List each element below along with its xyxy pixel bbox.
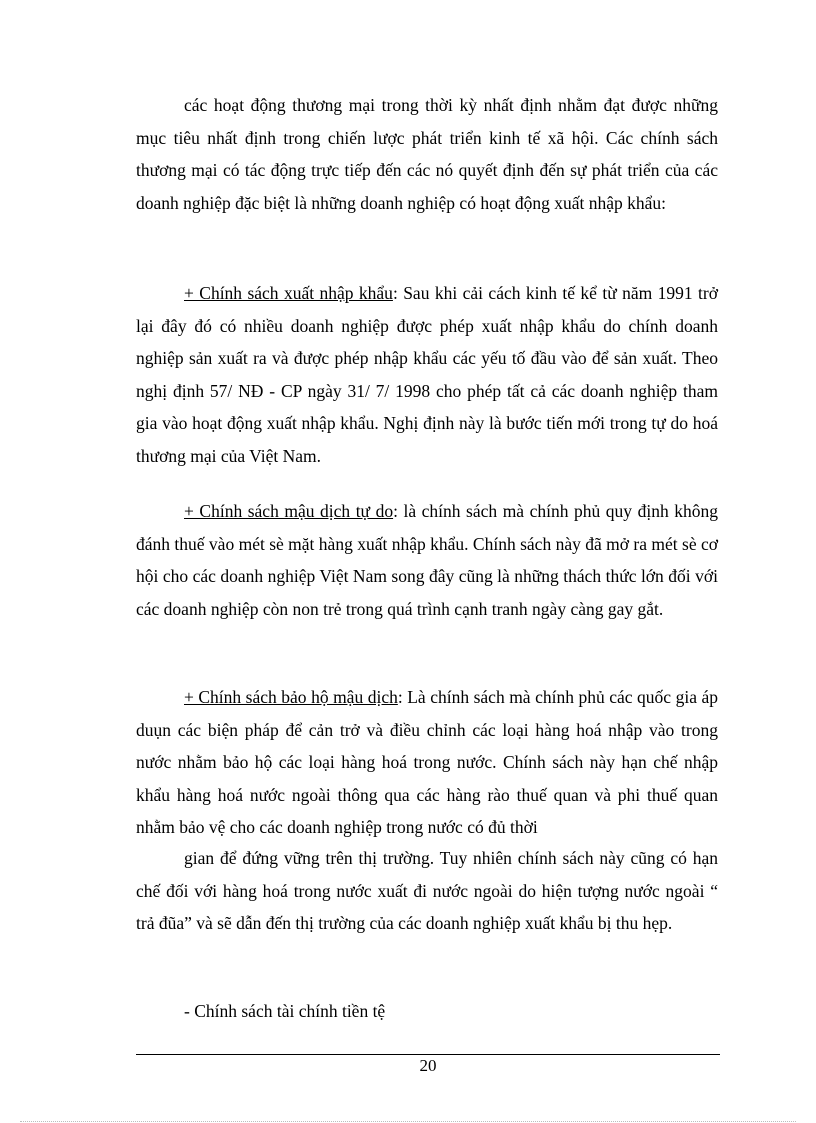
free-trade-policy-text: : là chính sách mà chính phủ quy định không đánh thuế vào mét sè mặt hàng xuất nhập khẩu. Chính sách này đã mở ra mét sè cơ hội cho các doanh nghiệp Việt Nam song đây cũng là những thách thức lớn đối với các doanh nghiệp còn non trẻ trong quá trình cạnh tranh ngày càng gay gắt. xyxy=(136,501,718,619)
heading-free-trade-policy: + Chính sách mậu dịch tự do xyxy=(184,501,394,521)
body-text xyxy=(136,495,718,625)
page-edge-divider xyxy=(20,1121,796,1122)
paragraph-protectionism-policy xyxy=(136,681,718,844)
protectionism-policy-text: : Là chính sách mà chính phủ các quốc gia áp duụn các biện pháp để cản trở và điều chỉnh các loại hàng hoá nhập vào trong nước nhằm bảo hộ các loại hàng hoá trong nước. Chính sách này hạn chế nhập khẩu hàng hoá nước ngoài thông qua các hàng rào thuế quan và phi thuế quan nhằm bảo vệ cho các doanh nghiệp trong nước có đủ thời xyxy=(136,687,718,837)
export-import-policy-text: : Sau khi cải cách kinh tế kể từ năm 1991 trở lại đây đó có nhiều doanh nghiệp được phép xuất nhập khẩu do chính doanh nghiệp sản xuất ra và được phép nhập khẩu các yếu tố đầu vào để sản xuất. Theo nghị định 57/ NĐ - CP ngày 31/ 7/ 1998 cho phép tất cả các doanh nghiệp tham gia vào hoạt động xuất nhập khẩu. Nghị định này là bước tiến mới trong tự do hoá thương mại của Việt Nam. xyxy=(136,283,718,466)
paragraph-intro: các hoạt động thương mại trong thời kỳ nhất định nhằm đạt được những mục tiêu nhất định trong chiến lược phát triển kinh tế xã hội. Các chính sách thương mại có tác động trực tiếp đến các nó quyết định đến sự phát triển của các doanh nghiệp đặc biệt là những doanh nghiệp có hoạt động xuất nhập khẩu: xyxy=(136,95,718,213)
body-text xyxy=(136,681,718,844)
paragraph-continuation: gian để đứng vững trên thị trường. Tuy nhiên chính sách này cũng có hạn chế đối với hàng hoá trong nước xuất đi nước ngoài do hiện tượng nước ngoài “ trả đũa” và sẽ dẫn đến thị trường của các doanh nghiệp xuất khẩu bị thu hẹp. xyxy=(136,848,718,933)
heading-export-import-policy: + Chính sách xuất nhập khẩu xyxy=(184,283,393,303)
footer-rule xyxy=(136,1054,720,1055)
body-text xyxy=(136,89,718,219)
paragraph-financial-policy: - Chính sách tài chính tiền tệ xyxy=(184,1001,386,1021)
heading-protectionism-policy: + Chính sách bảo hộ mậu dịch xyxy=(184,687,398,707)
paragraph-export-import-policy xyxy=(136,277,718,472)
body-text xyxy=(136,842,718,940)
page-number: 20 xyxy=(419,1056,437,1075)
body-text xyxy=(136,995,718,1028)
paragraph-free-trade-policy xyxy=(136,495,718,625)
body-text xyxy=(136,277,718,472)
